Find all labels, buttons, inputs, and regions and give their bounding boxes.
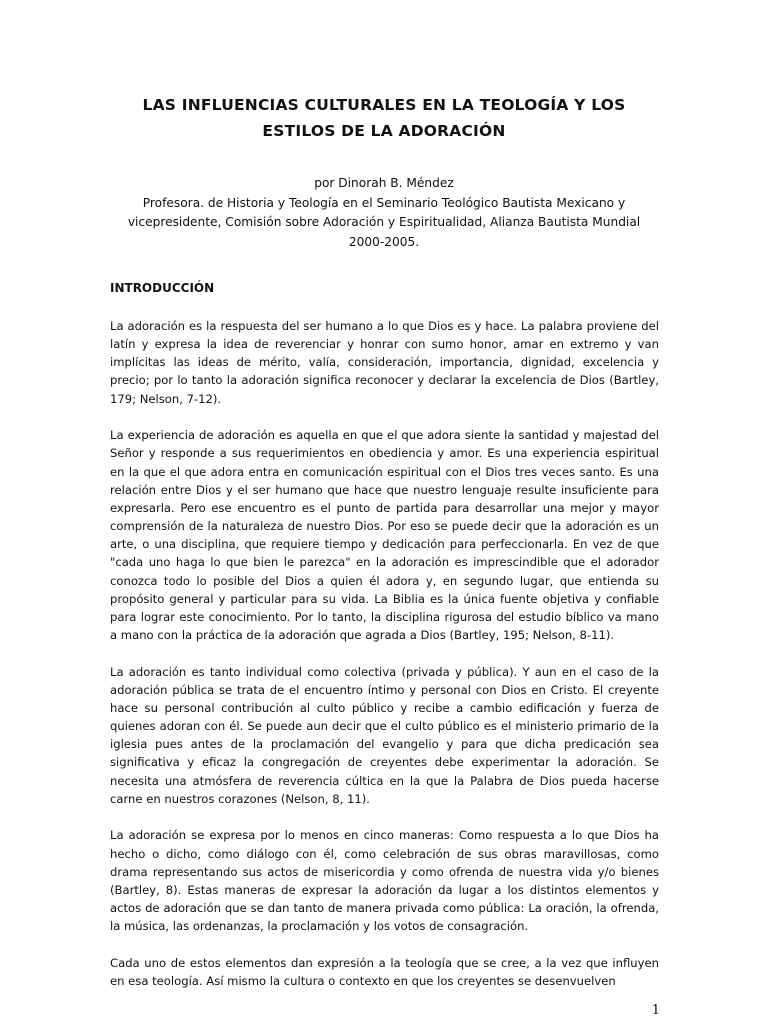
author-block [110,174,658,252]
paragraph: La adoración es tanto individual como colectiva (privada y pública). Y aun en el caso de la adoración pública se trata de el encuentro íntimo y personal con Dios en Cristo. El creyente hace su personal contribución al culto público y recibe a cambio edificación y fuerza de quienes adoran con él. Se puede aun decir que el culto público es el ministerio primario de la iglesia pues antes de la proclamación del evangelio y para que dicha predicación sea significativa y eficaz la congregación de creyentes debe experimentar la adoración. Se necesita una atmósfera de reverencia cúltica en la que la Palabra de Dios pueda hacerse carne en nuestros corazones (Nelson, 8, 11). [110,664,659,806]
section-heading-introduction: INTRODUCCIÓN [110,281,215,295]
paragraph: Cada uno de estos elementos dan expresión a la teología que se cree, a la vez que influyen en esa teología. Así mismo la cultura o contexto en que los creyentes se desenvuelven [110,955,659,988]
paragraph: La adoración es la respuesta del ser humano a lo que Dios es y hace. La palabra proviene del latín y expresa la idea de reverenciar y honrar con sumo honor, amar en extremo y van implícitas las ideas de mérito, valía, consideración, importancia, dignidad, excelencia y precio; por lo tanto la adoración significa reconocer y declarar la excelencia de Dios (Bartley, 179; Nelson, 7-12). [110,319,659,406]
page-number: 1 [651,1003,660,1018]
paragraph: La experiencia de adoración es aquella en que el que adora siente la santidad y majestad del Señor y responde a sus requerimientos en obediencia y amor. Es una experiencia espiritual en la que el que adora entra en comunicación espiritual con el Dios tres veces santo. Es una relación entre Dios y el ser humano que hace que nuestro lenguaje resulte insuficiente para expresarla. Pero ese encuentro es el punto de partida para desarrollar una mejor y mayor comprensión de la naturaleza de nuestro Dios. Por eso se puede decir que la adoración es un arte, o una disciplina, que requiere tiempo y dedicación para perfeccionarla. En vez de que "cada uno haga lo que bien le parezca" en la adoración es imprescindible que el adorador conozca todo lo posible del Dios a quien él adora y, en segundo lugar, que entienda su propósito general y particular para su vida. La Biblia es la única fuente objetiva y confiable para lograr este conocimiento. Por lo tanto, la disciplina rigurosa del estudio bíblico va mano a mano con la práctica de la adoración que agrada a Dios (Bartley, 195; Nelson, 8-11). [110,428,659,642]
document-title: LAS INFLUENCIAS CULTURALES EN LA TEOLOGÍA Y LOS ESTILOS DE LA ADORACIÓN [142,96,626,140]
author-affiliation: Profesora. de Historia y Teología en el Seminario Teológico Bautista Mexicano y vicepresidente, Comisión sobre Adoración y Espiritualidad, Alianza Bautista Mundial 2000-2005. [127,195,641,249]
paragraph: La adoración se expresa por lo menos en cinco maneras: Como respuesta a lo que Dios ha hecho o dicho, como diálogo con él, como celebración de sus obras maravillosas, como drama representando sus actos de misericordia y como ofrenda de nuestra vida y/o bienes (Bartley, 8). Estas maneras de expresar la adoración da lugar a los distintos elementos y actos de adoración que se dan tanto de manera privada como pública: La oración, la ofrenda, la música, las ordenanzas, la proclamación y los votos de consagración. [110,828,659,934]
author-line: por Dinorah B. Méndez [314,176,454,190]
body-text [110,317,659,1009]
